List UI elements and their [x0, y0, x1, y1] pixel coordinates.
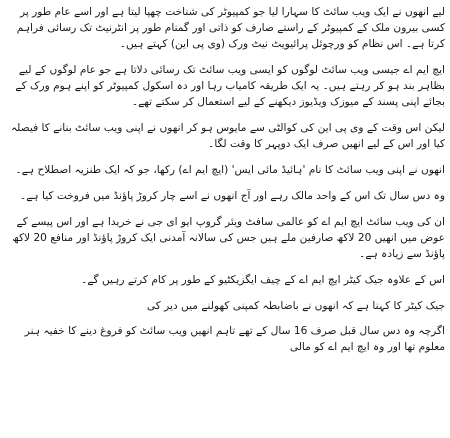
paragraph-ceo-role: اس کے علاوہ جیک کیٹر ایچ ایم اے کے چیف ایگزیکٹیو کے طور پر کام کرتے رہیں گے۔ — [81, 274, 445, 286]
paragraph-early-age: اگرچہ وہ دس سال قبل صرف 16 سال کے تھے تاہم انھیں ویب سائٹ کو فروغ دینے کا خفیہ ہنر معلوم تھا اور وہ ایچ ایم اے کو مالی — [24, 325, 445, 353]
paragraph-own-website: لیکن اس وقت کے وی پی این کی کوالٹی سے مایوس ہو کر انھوں نے اپنی ویب سائٹ بنانے کا فیصلہ کیا اور اس کے لیے انھیں صرف ایک دوپہر کا وقت لگا۔ — [10, 122, 445, 150]
paragraph-vpn-intro: لیے انھوں نے ایک ویب سائٹ کا سہارا لیا جو کمپیوٹر کی شناخت چھپا لیتا ہے اور اسے عام طور پر کسی بیرون ملک کے کمپیوٹر کے راستے صارف کو ذاتی اور گمنام طور پر انٹرنیٹ تک رسائی فراہم کرتا ہے۔ اس نظام کو ورچوئل پرائیویٹ نیٹ ورک (وی پی این) کہتے ہیں۔ — [16, 6, 445, 50]
paragraph-site-name: انھوں نے اپنی ویب سائٹ کا نام 'ہائیڈ مائی ایس' (ایچ ایم اے) رکھا، جو کہ ایک طنزیہ اصطلاح ہے۔ — [15, 164, 445, 176]
paragraph-avg-purchase: ان کی ویب سائٹ ایچ ایم اے کو عالمی سافٹ ویئر گروپ ایو ای جی نے خریدا ہے اور اس پیسے کے عوض میں انھیں 20 لاکھ صارفین ملے ہیں جس کی سالانہ آمدنی ایک کروڑ پاؤنڈ اور منافع 20 لاکھ پاؤنڈ سے زیادہ ہے۔ — [12, 216, 445, 260]
paragraph-sale: وہ دس سال تک اس کے واحد مالک رہے اور آج انھوں نے اسے چار کروڑ پاؤنڈ میں فروخت کیا ہے۔ — [20, 190, 445, 202]
article-body — [4, 4, 445, 365]
paragraph-hma-access: ایچ ایم اے جیسی ویب سائٹ لوگوں کو ایسی ویب سائٹ تک رسائی دلاتا ہے جو عام لوگوں کے لیے بظاہر بند ہو کر رہتے ہیں۔ یہ ایک طریقہ کامیاب رہا اور دہ اسکول کمپیوٹر کو اپنے ہوم ورک کے بجائے اپنی پسند کے میوزک ویڈیوز دیکھنے کے لیے استعمال کر سکتے تھے۔ — [15, 64, 445, 108]
paragraph-company-delay: جیک کیٹر کا کہنا ہے کہ انھوں نے باضابطہ کمپنی کھولنے میں دیر کی — [146, 300, 445, 312]
